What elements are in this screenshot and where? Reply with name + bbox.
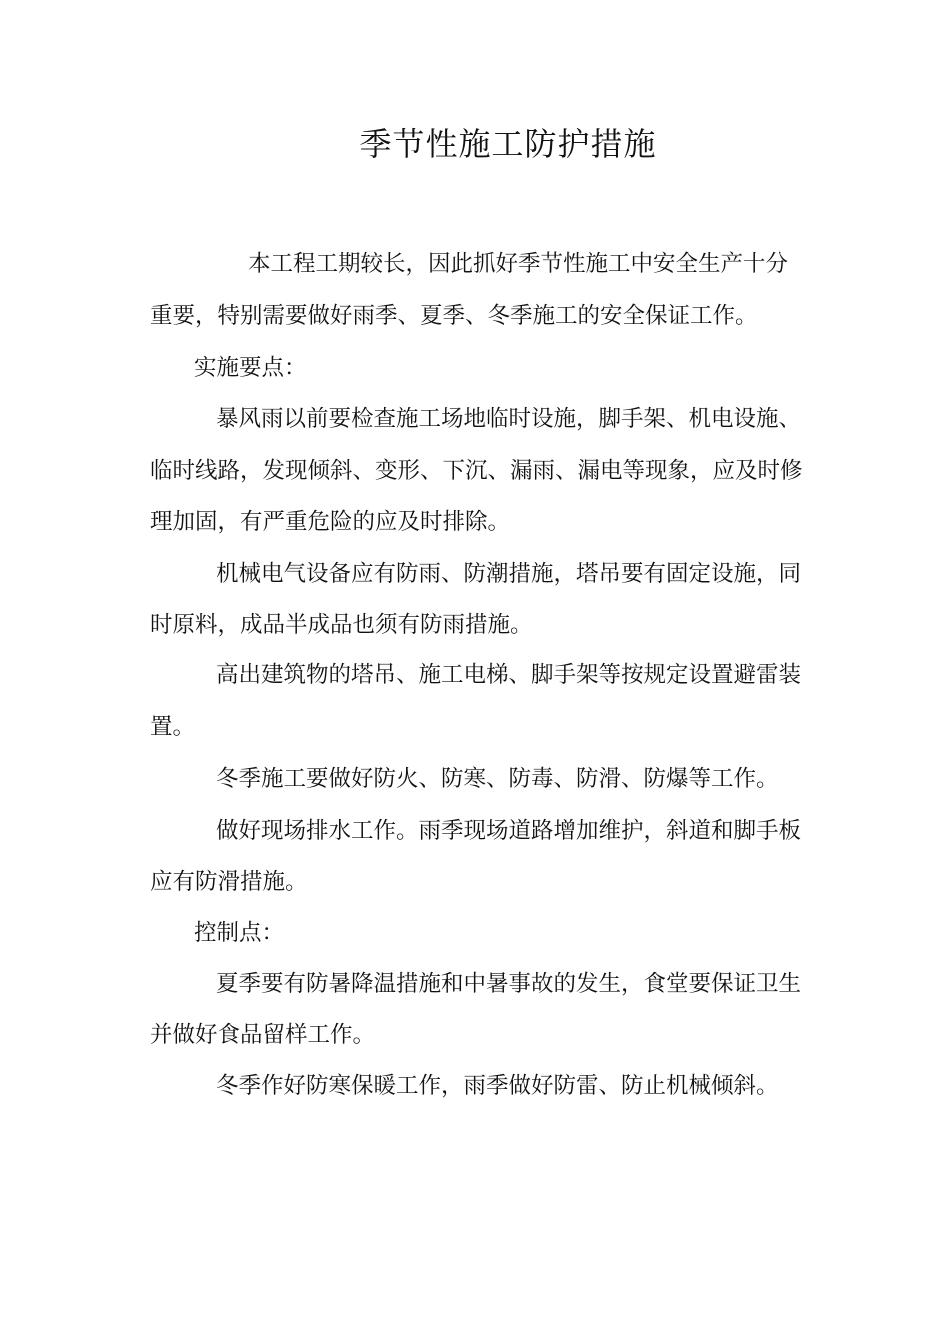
paragraph-2-line-2: 临时线路，发现倾斜、变形、下沉、漏雨、漏电等现象，应及时修 xyxy=(150,458,803,484)
paragraph-6-line-1: 做好现场排水工作。雨季现场道路增加维护，斜道和脚手板 xyxy=(216,818,802,844)
paragraph-8-line-1: 冬季作好防寒保暖工作，雨季做好防雷、防止机械倾斜。 xyxy=(216,1073,779,1099)
paragraph-1-line-2: 重要，特别需要做好雨季、夏季、冬季施工的安全保证工作。 xyxy=(150,303,758,329)
paragraph-7-line-1: 夏季要有防暑降温措施和中暑事故的发生，食堂要保证卫生 xyxy=(216,971,802,997)
paragraph-5-line-1: 冬季施工要做好防火、防寒、防毒、防滑、防爆等工作。 xyxy=(216,766,779,792)
paragraph-3-line-2: 时原料，成品半成品也须有防雨措施。 xyxy=(150,612,533,638)
paragraph-2-line-1: 暴风雨以前要检查施工场地临时设施，脚手架、机电设施、 xyxy=(216,406,802,432)
paragraph-2-line-3: 理加固，有严重危险的应及时排除。 xyxy=(150,509,511,535)
section-heading-key-points: 实施要点： xyxy=(194,355,307,381)
section-heading-control-points: 控制点： xyxy=(194,920,285,946)
paragraph-4-line-1: 高出建筑物的塔吊、施工电梯、脚手架等按规定设置避雷装 xyxy=(216,662,802,688)
paragraph-7-line-2: 并做好食品留样工作。 xyxy=(150,1022,376,1048)
paragraph-1-line-1: 本工程工期较长，因此抓好季节性施工中安全生产十分 xyxy=(248,251,789,277)
paragraph-6-line-2: 应有防滑措施。 xyxy=(150,869,308,895)
paragraph-3-line-1: 机械电气设备应有防雨、防潮措施，塔吊要有固定设施，同 xyxy=(216,561,802,587)
paragraph-4-line-2: 置。 xyxy=(150,714,196,740)
document-title: 季节性施工防护措施 xyxy=(359,125,657,163)
